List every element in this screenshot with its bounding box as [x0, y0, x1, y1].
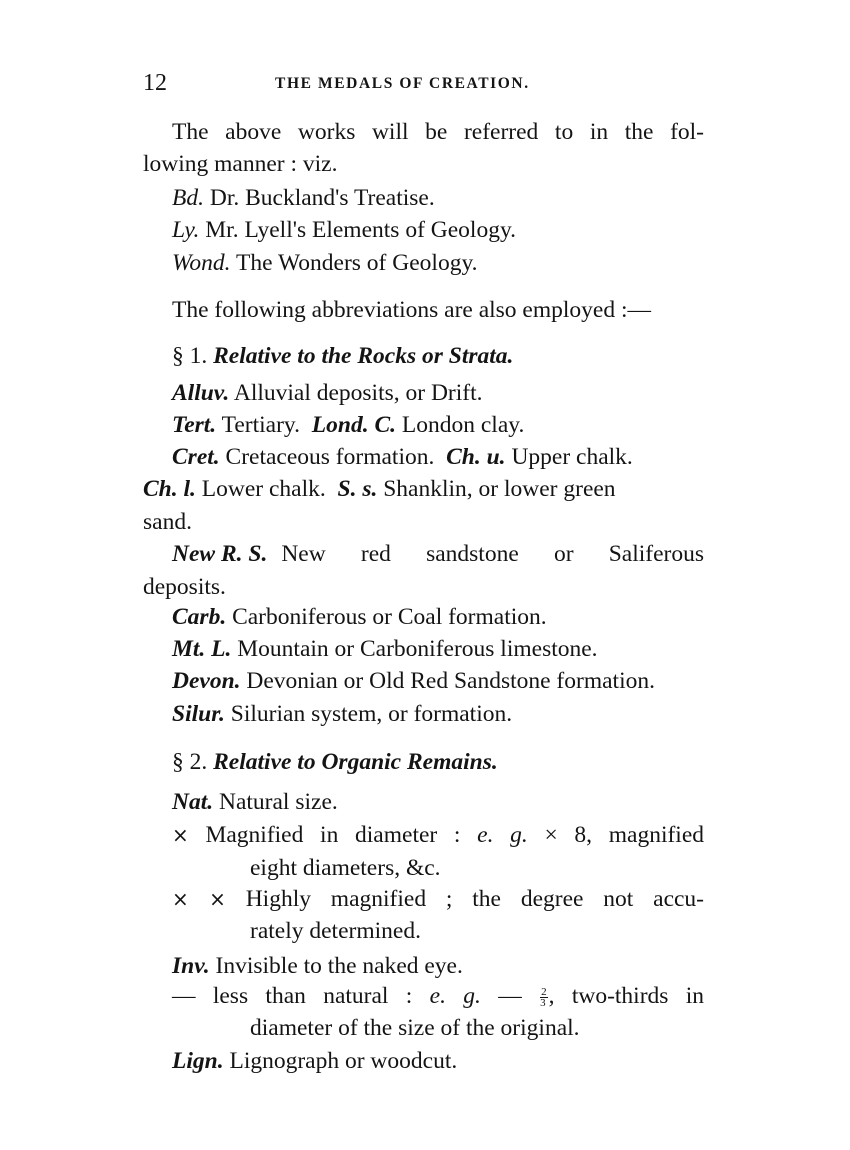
work-abbr: Ly.: [172, 217, 200, 243]
entry-text: Lower chalk.: [201, 476, 326, 502]
entry-abbr: Ch. l.: [143, 476, 196, 502]
abbrev-intro: The following abbreviations are also employed :—: [172, 297, 652, 323]
entry-silur: [172, 699, 512, 729]
work-title: Dr. Buckland's Treatise.: [209, 185, 435, 211]
section-1-heading: [172, 341, 513, 371]
eg-abbr: e. g.: [429, 983, 481, 1009]
work-entry-ly: [172, 215, 516, 245]
entry-text: Tertiary.: [221, 412, 301, 438]
intro-line-2: lowing manner : viz.: [143, 151, 338, 177]
entry-inv: [172, 951, 463, 981]
fraction-denominator: 3: [540, 997, 546, 1010]
entry-less-than-natural-cont: diameter of the size of the original.: [250, 1015, 580, 1041]
fraction-numerator: 2: [541, 986, 547, 999]
entry-abbr: New R. S.: [172, 541, 268, 567]
entry-text: Mountain or Carboniferous limestone.: [237, 636, 598, 662]
double-multiply-symbol: × ×: [172, 887, 226, 911]
entry-abbr: Ch. u.: [446, 444, 506, 470]
section-title: Relative to Organic Remains.: [213, 749, 498, 775]
section-mark: § 1.: [172, 343, 208, 369]
entry-new-rs-cont: deposits.: [143, 574, 226, 600]
work-abbr: Bd.: [172, 185, 204, 211]
entry-abbr: Tert.: [172, 412, 217, 438]
entry-abbr: Inv.: [172, 953, 210, 979]
work-title: The Wonders of Geology.: [236, 250, 478, 276]
work-title: Mr. Lyell's Elements of Geology.: [205, 217, 517, 243]
entry-ch-l-cont: sand.: [143, 509, 192, 535]
entry-new-rs: [172, 539, 704, 569]
entry-abbr: Cret.: [172, 444, 220, 470]
entry-text: Devonian or Old Red Sandstone formation.: [246, 668, 655, 694]
two-thirds-fraction: [540, 987, 548, 1008]
entry-text: Lignograph or woodcut.: [229, 1048, 458, 1074]
entry-text: Upper chalk.: [511, 444, 633, 470]
entry-abbr: Lign.: [172, 1048, 224, 1074]
entry-text: New red sandstone or Saliferous: [281, 541, 704, 567]
entry-abbr: Mt. L.: [172, 636, 232, 662]
eg-abbr: e. g.: [477, 822, 528, 848]
entry-abbr: Devon.: [172, 668, 241, 694]
entry-magnified: [172, 820, 704, 850]
entry-text: London clay.: [401, 412, 525, 438]
entry-text: Natural size.: [219, 789, 338, 815]
entry-alluv: [172, 378, 483, 408]
entry-abbr: Silur.: [172, 701, 225, 727]
running-title: THE MEDALS OF CREATION.: [275, 75, 530, 92]
intro-line-1: The above works will be referred to in the fol-: [172, 119, 704, 145]
multiply-symbol: ×: [172, 823, 189, 847]
entry-abbr: Lond. C.: [311, 412, 397, 438]
entry-highly-magnified: [172, 884, 704, 914]
work-entry-bd: [172, 183, 435, 213]
entry-text: , two-thirds in: [548, 983, 705, 1009]
dash-symbol: —: [172, 983, 196, 1009]
dash-symbol: —: [498, 983, 522, 1009]
entry-abbr: Carb.: [172, 604, 227, 630]
entry-text: Silurian system, or formation.: [230, 701, 513, 727]
page-number: 12: [143, 70, 167, 96]
entry-text: Carboniferous or Coal formation.: [232, 604, 547, 630]
section-mark: § 2.: [172, 749, 208, 775]
entry-magnified-cont: eight diameters, &c.: [250, 855, 441, 881]
entry-carb: [172, 602, 547, 632]
section-title: Relative to the Rocks or Strata.: [213, 343, 514, 369]
section-2-heading: [172, 747, 498, 777]
entry-tert: [172, 410, 524, 440]
entry-highly-magnified-cont: rately determined.: [250, 918, 421, 944]
work-entry-wond: [172, 248, 478, 278]
entry-abbr: S. s.: [337, 476, 378, 502]
entry-text: Highly magnified ; the degree not accu-: [245, 886, 705, 912]
entry-text: less than natural :: [212, 983, 413, 1009]
entry-devon: [172, 666, 655, 696]
entry-less-than-natural: [172, 981, 704, 1011]
entry-text: Shanklin, or lower green: [383, 476, 616, 502]
entry-example: [498, 983, 704, 1009]
entry-abbr: Alluv.: [172, 380, 230, 406]
entry-mt-l: [172, 634, 598, 664]
entry-example: × 8, magnified: [544, 822, 705, 848]
entry-nat: [172, 787, 338, 817]
entry-cret: [172, 442, 633, 472]
entry-lign: [172, 1046, 457, 1076]
entry-text: Invisible to the naked eye.: [215, 953, 463, 979]
entry-text: Cretaceous formation.: [225, 444, 435, 470]
entry-text: Magnified in diameter :: [205, 822, 461, 848]
entry-abbr: Nat.: [172, 789, 214, 815]
entry-ch-l: [143, 474, 616, 504]
entry-text: Alluvial deposits, or Drift.: [233, 380, 483, 406]
work-abbr: Wond.: [172, 250, 231, 276]
